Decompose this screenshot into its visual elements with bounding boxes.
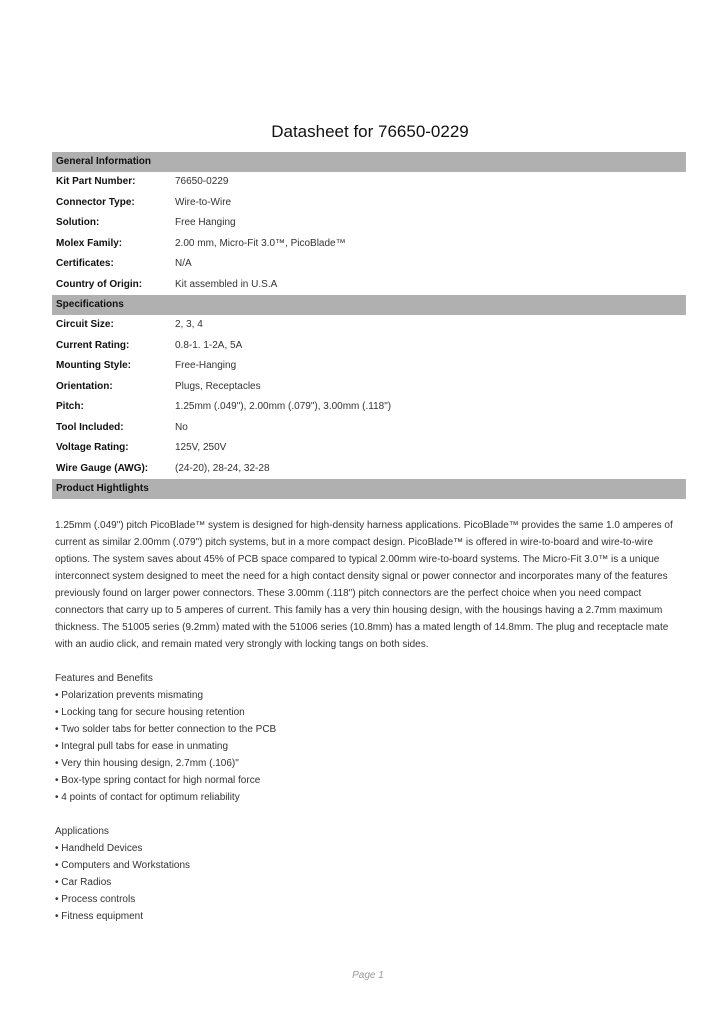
list-item: • Locking tang for secure housing retention	[55, 707, 245, 718]
row-label: Orientation:	[56, 380, 113, 392]
table-row	[52, 213, 686, 234]
list-item: • Two solder tabs for better connection to the PCB	[55, 724, 277, 735]
table-row	[52, 397, 686, 418]
features-group	[55, 670, 685, 806]
list-item: • Integral pull tabs for ease in unmating	[55, 741, 229, 752]
table-row	[52, 193, 686, 214]
row-value: Plugs, Receptacles	[175, 380, 261, 392]
row-value: No	[175, 421, 188, 433]
applications-group	[55, 823, 685, 925]
section-header-highlights: Product Hightlights	[52, 479, 686, 499]
row-value: 1.25mm (.049"), 2.00mm (.079"), 3.00mm (.118")	[175, 401, 392, 412]
applications-title: Applications	[55, 826, 109, 837]
list-item: • Handheld Devices	[55, 843, 143, 854]
list-item: • Computers and Workstations	[55, 860, 191, 871]
row-label: Molex Family:	[56, 237, 123, 249]
general-info-rows	[52, 172, 686, 295]
row-label: Wire Gauge (AWG):	[56, 462, 149, 474]
row-label: Circuit Size:	[56, 319, 114, 330]
row-value: Free-Hanging	[175, 360, 237, 371]
table-row	[52, 315, 686, 336]
row-label: Mounting Style:	[56, 360, 131, 371]
table-row	[52, 418, 686, 439]
section-header-general: General Information	[52, 152, 686, 172]
row-label: Certificates:	[56, 258, 114, 269]
row-value: Wire-to-Wire	[175, 196, 232, 208]
row-label: Pitch:	[56, 401, 84, 412]
row-label: Voltage Rating:	[56, 442, 129, 453]
table-row	[52, 356, 686, 377]
list-item: • Process controls	[55, 894, 136, 905]
list-item: • Polarization prevents mismating	[55, 690, 204, 701]
row-label: Solution:	[56, 217, 100, 228]
row-value: 2.00 mm, Micro-Fit 3.0™, PicoBlade™	[175, 237, 346, 249]
table-row	[52, 172, 686, 193]
table-row	[52, 275, 686, 296]
applications-list	[55, 840, 685, 925]
row-label: Kit Part Number:	[56, 176, 136, 187]
table-row	[52, 438, 686, 459]
section-header-specifications: Specifications	[52, 295, 686, 315]
row-value: N/A	[175, 258, 192, 269]
table-row	[52, 254, 686, 275]
product-highlights	[55, 517, 685, 925]
page-title: Datasheet for 76650-0229	[271, 122, 469, 141]
datasheet-table	[52, 152, 686, 499]
list-item: • Box-type spring contact for high normal force	[55, 775, 261, 786]
list-item: • Fitness equipment	[55, 911, 143, 922]
page-number: Page 1	[352, 970, 384, 981]
table-row	[52, 336, 686, 357]
row-label: Connector Type:	[56, 196, 135, 208]
list-item: • Very thin housing design, 2.7mm (.106)"	[55, 758, 239, 769]
table-row	[52, 459, 686, 480]
specification-rows	[52, 315, 686, 479]
row-label: Current Rating:	[56, 339, 130, 351]
highlights-paragraph: 1.25mm (.049") pitch PicoBlade™ system is designed for high-density harness applications. PicoBlade™ provides the same 1.0 amperes of current as similar 2.00mm (.079") pitch systems, but in a more compact design. PicoBlade™ is offered in wire-to-board and wire-to-wire options. The system saves about 45% of PCB space compared to typical 2.00mm wire-to-board systems. The Micro-Fit 3.0™ is a unique interconnect system designed to meet the need for a high contact density signal or power connector and incorporates many of the features previously found on larger power connectors. These 3.00mm (.118") pitch connectors are the perfect choice when you need compact connectors that carry up to 5 amperes of current. This family has a very thin housing design, with the housings having a 2.7mm maximum thickness. The 51005 series (9.2mm) mated with the 51006 series (10.8mm) has a mated length of 14.8mm. The plug and receptacle mate with an audio click, and remain mated very strongly with locking tangs on both sides.	[55, 520, 673, 650]
row-value: Free Hanging	[175, 217, 236, 228]
table-row	[52, 377, 686, 398]
row-value: 2, 3, 4	[175, 319, 203, 330]
row-label: Country of Origin:	[56, 278, 143, 290]
row-value: 76650-0229	[175, 176, 229, 187]
list-item: • 4 points of contact for optimum reliability	[55, 792, 240, 803]
features-title: Features and Benefits	[55, 673, 153, 684]
row-value: 0.8-1. 1-2A, 5A	[175, 339, 243, 351]
features-list	[55, 687, 685, 806]
row-value: 125V, 250V	[175, 442, 227, 453]
row-value: (24-20), 28-24, 32-28	[175, 462, 270, 474]
list-item: • Car Radios	[55, 877, 112, 888]
row-label: Tool Included:	[56, 421, 124, 433]
table-row	[52, 234, 686, 255]
row-value: Kit assembled in U.S.A	[175, 278, 278, 290]
